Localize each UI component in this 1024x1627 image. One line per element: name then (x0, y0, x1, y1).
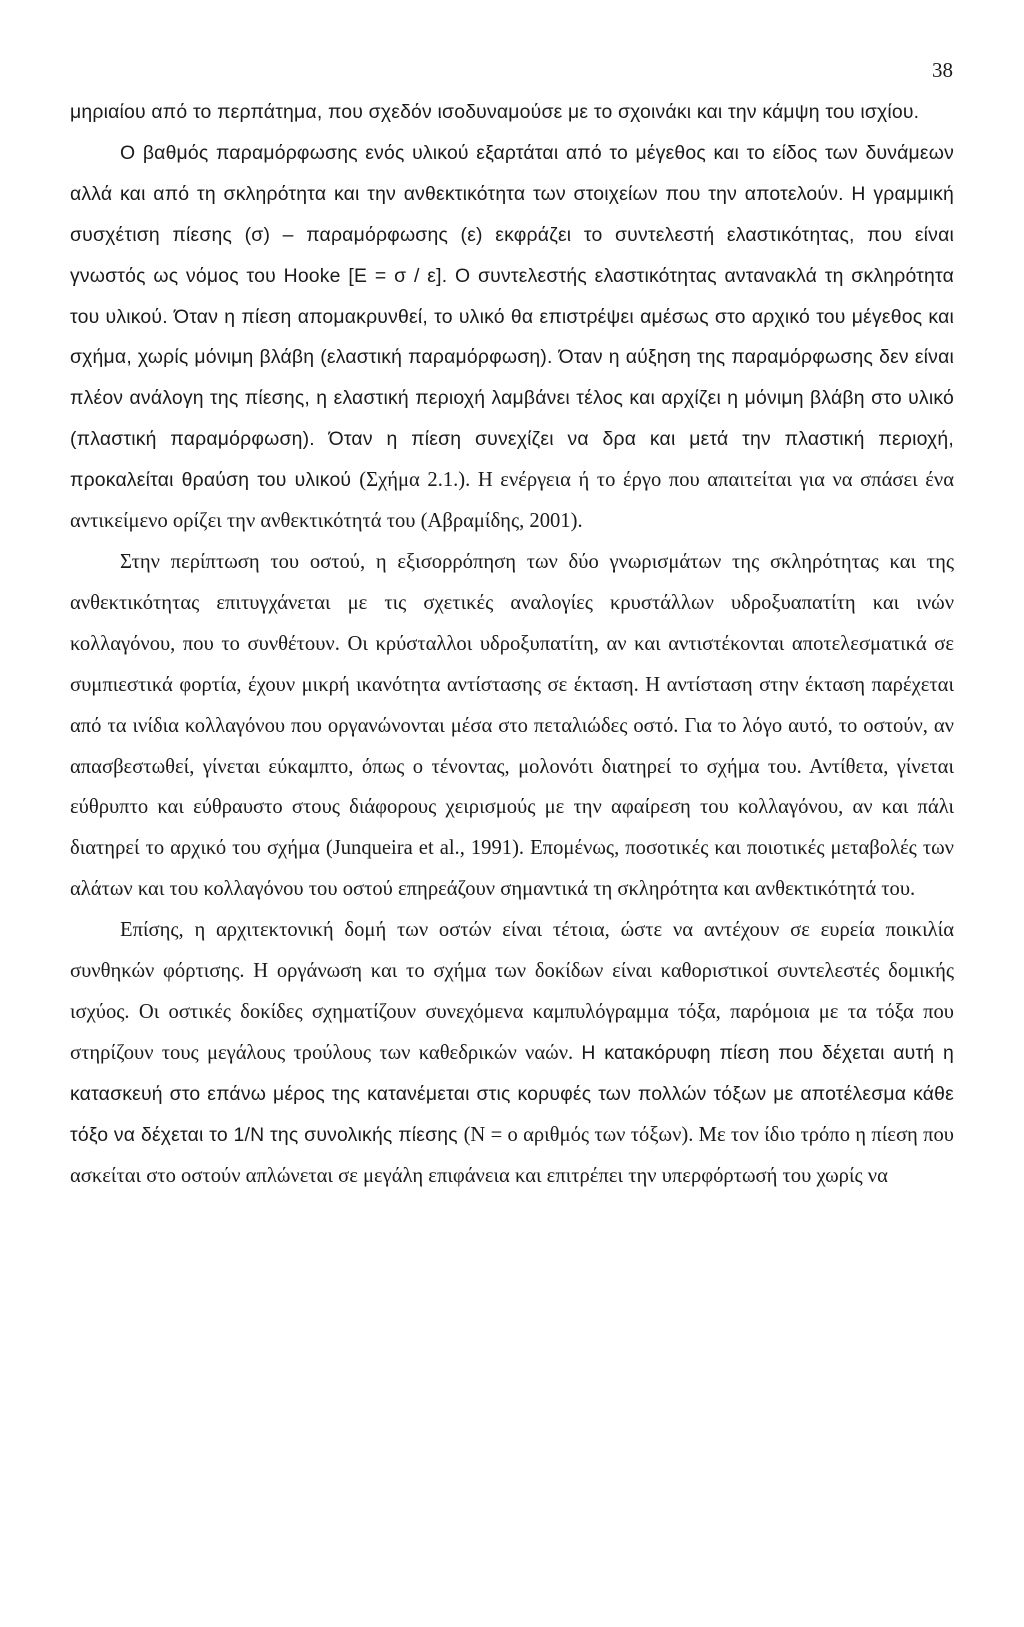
paragraph-text: μηριαίου από το περπάτημα, που σχεδόν ισοδυναμούσε με το σχοινάκι και την κάμψη του ισχίου. (70, 101, 920, 123)
paragraph-text: Ο βαθμός παραμόρφωσης ενός υλικού εξαρτάται από το μέγεθος και το είδος των δυνάμεων αλλά και από τη σκληρότητα και την ανθεκτικότητα των στοιχείων που την αποτελούν. Η γραμμική συσχέτιση πίεσης (σ) – παραμόρφωσης (ε) εκφράζει το συντελεστή ελαστικότητας, που είναι γνωστός ως νόμος του Hooke [Ε = σ / ε]. Ο συντελεστής ελαστικότητας αντανακλά τη σκληρότητα του υλικού. Όταν η πίεση απομακρυνθεί, το υλικό θα επιστρέψει αμέσως στο αρχικό του μέγεθος και σχήμα, χωρίς μόνιμη βλάβη (ελαστική παραμόρφωση). Όταν η αύξηση της παραμόρφωσης δεν είναι πλέον ανάλογη της πίεσης, η ελαστική περιοχή λαμβάνει τέλος και αρχίζει η μόνιμη βλάβη στο υλικό (πλαστική παραμόρφωση). Όταν η πίεση συνεχίζει να δρα και μετά την πλαστική περιοχή, προκαλείται θραύση του υλικού (70, 141, 954, 492)
paragraph-text: (Ν = ο αριθμός των τόξων). Με τον ίδιο τρόπο η πίεση που ασκείται στο οστούν απλώνεται σε μεγάλη επιφάνεια και επιτρέπει την υπερφόρτωσή του χωρίς να (70, 1123, 954, 1187)
paragraph-text: Η κατακόρυφη πίεση που δέχεται αυτή η κατασκευή στο επάνω μέρος της κατανέμεται στις κορυφές των πολλών τόξων με αποτέλεσμα κάθε τόξο να δέχεται το 1/Ν της συνολικής πίεσης (70, 1041, 954, 1146)
body-text (70, 92, 954, 1196)
paragraph-2 (70, 133, 954, 542)
paragraph-text: Επίσης, η αρχιτεκτονική δομή των οστών είναι τέτοια, ώστε να αντέχουν σε ευρεία ποικιλία συνθηκών φόρτισης. Η οργάνωση και το σχήμα των δοκίδων είναι καθοριστικοί συντελεστές δομικής ισχύος. Οι οστικές δοκίδες σχηματίζουν συνεχόμενα καμπυλόγραμμα τόξα, παρόμοια με τα τόξα που στηρίζουν τους μεγάλους τρούλους των καθεδρικών ναών. (70, 919, 954, 1064)
page-number: 38 (932, 58, 953, 82)
paragraph-1 (70, 92, 954, 133)
paragraph-4 (70, 910, 954, 1196)
paragraph-text: Στην περίπτωση του οστού, η εξισορρόπηση των δύο γνωρισμάτων της σκληρότητας και της ανθεκτικότητας επιτυγχάνεται με τις σχετικές αναλογίες κρυστάλλων υδροξυαπατίτη και ινών κολλαγόνου, που το συνθέτουν. Οι κρύσταλλοι υδροξυπατίτη, αν και αντιστέκονται αποτελεσματικά σε συμπιεστικά φορτία, έχουν μικρή ικανότητα αντίστασης σε έκταση. Η αντίσταση στην έκταση παρέχεται από τα ινίδια κολλαγόνου που οργανώνονται μέσα στο πεταλιώδες οστό. Για το λόγο αυτό, το οστούν, αν απασβεστωθεί, γίνεται εύκαμπτο, όπως ο τένοντας, μολονότι διατηρεί το σχήμα του. Αντίθετα, γίνεται εύθρυπτο και εύθραυστο στους διάφορους χειρισμούς με την αφαίρεση του κολλαγόνου, αν και πάλι διατηρεί το αρχικό του σχήμα (Junqueira et al., 1991). Επομένως, ποσοτικές και ποιοτικές μεταβολές των αλάτων και του κολλαγόνου του οστού επηρεάζουν σημαντικά τη σκληρότητα και ανθεκτικότητά του. (70, 550, 954, 901)
paragraph-text: (Σχήμα 2.1.). Η ενέργεια ή το έργο που απαιτείται για να σπάσει ένα αντικείμενο ορίζει την ανθεκτικότητά του (Αβραμίδης, 2001). (70, 469, 954, 533)
paragraph-3 (70, 542, 954, 910)
